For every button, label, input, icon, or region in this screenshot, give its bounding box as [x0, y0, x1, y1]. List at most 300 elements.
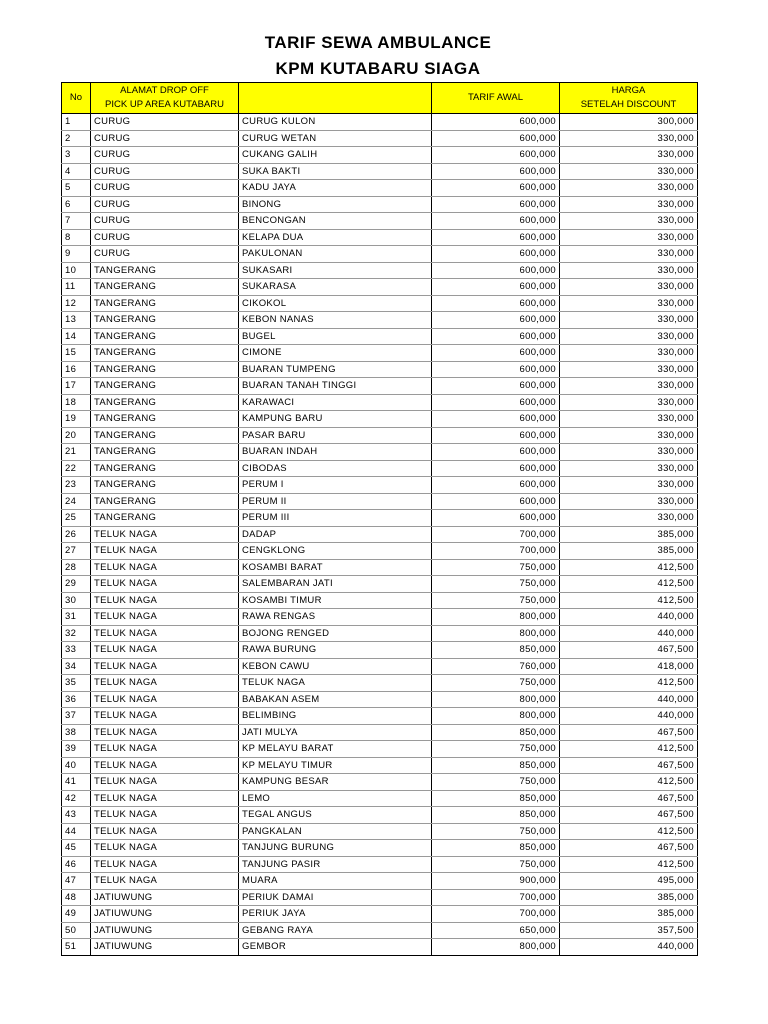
- row-kelurahan: RAWA RENGAS: [239, 609, 432, 626]
- row-harga-discount: 330,000: [560, 295, 698, 312]
- row-harga-discount: 440,000: [560, 609, 698, 626]
- table-row: [62, 823, 698, 840]
- row-no: 3: [62, 147, 91, 164]
- row-kelurahan: CIBODAS: [239, 460, 432, 477]
- row-tarif-awal: 600,000: [432, 361, 560, 378]
- table-row: [62, 328, 698, 345]
- row-area: TELUK NAGA: [91, 774, 239, 791]
- table-row: [62, 130, 698, 147]
- row-harga-discount: 300,000: [560, 114, 698, 131]
- row-area: TELUK NAGA: [91, 543, 239, 560]
- row-kelurahan: KARAWACI: [239, 394, 432, 411]
- row-tarif-awal: 700,000: [432, 906, 560, 923]
- row-area: TELUK NAGA: [91, 609, 239, 626]
- row-harga-discount: 495,000: [560, 873, 698, 890]
- row-kelurahan: PERUM II: [239, 493, 432, 510]
- row-no: 33: [62, 642, 91, 659]
- row-tarif-awal: 800,000: [432, 939, 560, 956]
- row-no: 17: [62, 378, 91, 395]
- table-row: [62, 609, 698, 626]
- row-harga-discount: 467,500: [560, 790, 698, 807]
- row-kelurahan: BUARAN TUMPENG: [239, 361, 432, 378]
- row-kelurahan: LEMO: [239, 790, 432, 807]
- row-harga-discount: 385,000: [560, 543, 698, 560]
- row-no: 29: [62, 576, 91, 593]
- row-tarif-awal: 600,000: [432, 147, 560, 164]
- row-area: TANGERANG: [91, 345, 239, 362]
- table-row: [62, 147, 698, 164]
- row-no: 1: [62, 114, 91, 131]
- row-harga-discount: 330,000: [560, 378, 698, 395]
- row-no: 28: [62, 559, 91, 576]
- table-row: [62, 411, 698, 428]
- row-kelurahan: TANJUNG PASIR: [239, 856, 432, 873]
- row-no: 43: [62, 807, 91, 824]
- row-kelurahan: CENGKLONG: [239, 543, 432, 560]
- row-harga-discount: 330,000: [560, 213, 698, 230]
- row-area: TELUK NAGA: [91, 675, 239, 692]
- table-row: [62, 444, 698, 461]
- table-row: [62, 658, 698, 675]
- row-no: 15: [62, 345, 91, 362]
- row-kelurahan: PERUM I: [239, 477, 432, 494]
- table-row: [62, 427, 698, 444]
- table-row: [62, 312, 698, 329]
- row-kelurahan: KP MELAYU TIMUR: [239, 757, 432, 774]
- row-area: TELUK NAGA: [91, 741, 239, 758]
- row-no: 40: [62, 757, 91, 774]
- row-area: CURUG: [91, 229, 239, 246]
- row-area: CURUG: [91, 213, 239, 230]
- row-kelurahan: MUARA: [239, 873, 432, 890]
- row-kelurahan: BELIMBING: [239, 708, 432, 725]
- row-kelurahan: KEBON CAWU: [239, 658, 432, 675]
- row-harga-discount: 418,000: [560, 658, 698, 675]
- row-no: 32: [62, 625, 91, 642]
- row-tarif-awal: 750,000: [432, 823, 560, 840]
- row-no: 47: [62, 873, 91, 890]
- row-harga-discount: 330,000: [560, 394, 698, 411]
- header-harga-line-2: SETELAH DISCOUNT: [580, 99, 677, 110]
- row-area: JATIUWUNG: [91, 889, 239, 906]
- row-tarif-awal: 600,000: [432, 427, 560, 444]
- row-harga-discount: 330,000: [560, 246, 698, 263]
- row-kelurahan: CIKOKOL: [239, 295, 432, 312]
- row-tarif-awal: 800,000: [432, 609, 560, 626]
- table-row: [62, 675, 698, 692]
- row-kelurahan: KEBON NANAS: [239, 312, 432, 329]
- table-row: [62, 757, 698, 774]
- row-kelurahan: TANJUNG BURUNG: [239, 840, 432, 857]
- row-kelurahan: SALEMBARAN JATI: [239, 576, 432, 593]
- row-area: TELUK NAGA: [91, 526, 239, 543]
- row-kelurahan: CURUG WETAN: [239, 130, 432, 147]
- row-no: 30: [62, 592, 91, 609]
- row-tarif-awal: 600,000: [432, 312, 560, 329]
- row-tarif-awal: 900,000: [432, 873, 560, 890]
- row-harga-discount: 412,500: [560, 774, 698, 791]
- header-harga-line-1: HARGA: [611, 85, 646, 96]
- row-tarif-awal: 600,000: [432, 378, 560, 395]
- header-harga-discount: [560, 83, 698, 114]
- row-tarif-awal: 600,000: [432, 262, 560, 279]
- table-row: [62, 708, 698, 725]
- row-area: TELUK NAGA: [91, 856, 239, 873]
- row-harga-discount: 467,500: [560, 642, 698, 659]
- row-no: 23: [62, 477, 91, 494]
- row-harga-discount: 440,000: [560, 691, 698, 708]
- row-no: 24: [62, 493, 91, 510]
- row-area: TELUK NAGA: [91, 724, 239, 741]
- table-row: [62, 856, 698, 873]
- table-row: [62, 642, 698, 659]
- row-kelurahan: DADAP: [239, 526, 432, 543]
- row-area: CURUG: [91, 147, 239, 164]
- row-harga-discount: 385,000: [560, 889, 698, 906]
- row-area: TANGERANG: [91, 427, 239, 444]
- row-no: 37: [62, 708, 91, 725]
- table-row: [62, 741, 698, 758]
- row-harga-discount: 330,000: [560, 180, 698, 197]
- row-tarif-awal: 750,000: [432, 559, 560, 576]
- row-kelurahan: KAMPUNG BARU: [239, 411, 432, 428]
- row-tarif-awal: 600,000: [432, 246, 560, 263]
- row-tarif-awal: 600,000: [432, 213, 560, 230]
- row-harga-discount: 330,000: [560, 361, 698, 378]
- table-row: [62, 543, 698, 560]
- row-area: TANGERANG: [91, 394, 239, 411]
- row-tarif-awal: 700,000: [432, 543, 560, 560]
- table-row: [62, 394, 698, 411]
- row-harga-discount: 467,500: [560, 840, 698, 857]
- row-no: 11: [62, 279, 91, 296]
- row-harga-discount: 412,500: [560, 856, 698, 873]
- table-row: [62, 790, 698, 807]
- row-area: TANGERANG: [91, 510, 239, 527]
- row-tarif-awal: 600,000: [432, 328, 560, 345]
- row-area: TANGERANG: [91, 477, 239, 494]
- row-no: 50: [62, 922, 91, 939]
- row-area: TANGERANG: [91, 411, 239, 428]
- row-tarif-awal: 600,000: [432, 394, 560, 411]
- row-kelurahan: PERIUK JAYA: [239, 906, 432, 923]
- table-row: [62, 939, 698, 956]
- row-area: TELUK NAGA: [91, 592, 239, 609]
- row-no: 16: [62, 361, 91, 378]
- table-row: [62, 906, 698, 923]
- row-no: 49: [62, 906, 91, 923]
- row-kelurahan: CIMONE: [239, 345, 432, 362]
- row-no: 22: [62, 460, 91, 477]
- row-no: 25: [62, 510, 91, 527]
- row-no: 12: [62, 295, 91, 312]
- table-row: [62, 625, 698, 642]
- row-no: 21: [62, 444, 91, 461]
- row-kelurahan: PERUM III: [239, 510, 432, 527]
- row-no: 5: [62, 180, 91, 197]
- row-no: 6: [62, 196, 91, 213]
- row-area: TANGERANG: [91, 444, 239, 461]
- table-row: [62, 576, 698, 593]
- row-tarif-awal: 600,000: [432, 130, 560, 147]
- row-harga-discount: 412,500: [560, 592, 698, 609]
- row-tarif-awal: 800,000: [432, 625, 560, 642]
- table-row: [62, 114, 698, 131]
- row-no: 44: [62, 823, 91, 840]
- row-no: 36: [62, 691, 91, 708]
- row-no: 4: [62, 163, 91, 180]
- table-row: [62, 510, 698, 527]
- header-area-line-1: ALAMAT DROP OFF: [120, 85, 209, 96]
- row-harga-discount: 412,500: [560, 823, 698, 840]
- row-kelurahan: JATI MULYA: [239, 724, 432, 741]
- row-tarif-awal: 600,000: [432, 345, 560, 362]
- row-kelurahan: BINONG: [239, 196, 432, 213]
- table-row: [62, 361, 698, 378]
- row-no: 13: [62, 312, 91, 329]
- row-tarif-awal: 600,000: [432, 411, 560, 428]
- row-tarif-awal: 750,000: [432, 741, 560, 758]
- table-row: [62, 246, 698, 263]
- row-area: TELUK NAGA: [91, 625, 239, 642]
- row-harga-discount: 330,000: [560, 130, 698, 147]
- row-kelurahan: PERIUK DAMAI: [239, 889, 432, 906]
- row-no: 45: [62, 840, 91, 857]
- row-harga-discount: 357,500: [560, 922, 698, 939]
- row-area: JATIUWUNG: [91, 922, 239, 939]
- row-harga-discount: 467,500: [560, 724, 698, 741]
- row-tarif-awal: 700,000: [432, 889, 560, 906]
- row-tarif-awal: 600,000: [432, 460, 560, 477]
- row-harga-discount: 330,000: [560, 279, 698, 296]
- row-area: TANGERANG: [91, 361, 239, 378]
- row-tarif-awal: 750,000: [432, 675, 560, 692]
- row-harga-discount: 330,000: [560, 163, 698, 180]
- row-kelurahan: TELUK NAGA: [239, 675, 432, 692]
- row-area: TELUK NAGA: [91, 873, 239, 890]
- table-row: [62, 691, 698, 708]
- table-row: [62, 840, 698, 857]
- table-header-row: [62, 83, 698, 114]
- row-area: JATIUWUNG: [91, 939, 239, 956]
- row-tarif-awal: 750,000: [432, 576, 560, 593]
- table-row: [62, 163, 698, 180]
- table-row: [62, 460, 698, 477]
- row-tarif-awal: 800,000: [432, 708, 560, 725]
- row-area: CURUG: [91, 130, 239, 147]
- table-row: [62, 922, 698, 939]
- row-tarif-awal: 600,000: [432, 196, 560, 213]
- table-row: [62, 559, 698, 576]
- row-kelurahan: SUKASARI: [239, 262, 432, 279]
- table-row: [62, 213, 698, 230]
- row-kelurahan: SUKARASA: [239, 279, 432, 296]
- row-no: 26: [62, 526, 91, 543]
- row-harga-discount: 385,000: [560, 906, 698, 923]
- row-no: 10: [62, 262, 91, 279]
- table-row: [62, 295, 698, 312]
- row-tarif-awal: 850,000: [432, 840, 560, 857]
- row-no: 35: [62, 675, 91, 692]
- row-tarif-awal: 650,000: [432, 922, 560, 939]
- row-tarif-awal: 600,000: [432, 114, 560, 131]
- row-kelurahan: KADU JAYA: [239, 180, 432, 197]
- row-tarif-awal: 600,000: [432, 180, 560, 197]
- row-no: 51: [62, 939, 91, 956]
- table-body: [62, 114, 698, 956]
- row-area: TANGERANG: [91, 328, 239, 345]
- row-no: 42: [62, 790, 91, 807]
- row-tarif-awal: 600,000: [432, 477, 560, 494]
- table-row: [62, 724, 698, 741]
- row-tarif-awal: 850,000: [432, 807, 560, 824]
- row-harga-discount: 440,000: [560, 939, 698, 956]
- row-area: TANGERANG: [91, 262, 239, 279]
- table-row: [62, 592, 698, 609]
- row-tarif-awal: 850,000: [432, 642, 560, 659]
- table-row: [62, 774, 698, 791]
- row-tarif-awal: 800,000: [432, 691, 560, 708]
- table-row: [62, 229, 698, 246]
- row-area: TELUK NAGA: [91, 559, 239, 576]
- row-tarif-awal: 600,000: [432, 163, 560, 180]
- row-tarif-awal: 600,000: [432, 295, 560, 312]
- row-harga-discount: 330,000: [560, 147, 698, 164]
- row-kelurahan: SUKA BAKTI: [239, 163, 432, 180]
- row-harga-discount: 412,500: [560, 559, 698, 576]
- row-harga-discount: 330,000: [560, 477, 698, 494]
- row-area: TELUK NAGA: [91, 790, 239, 807]
- row-tarif-awal: 600,000: [432, 444, 560, 461]
- row-harga-discount: 330,000: [560, 460, 698, 477]
- row-kelurahan: BUARAN TANAH TINGGI: [239, 378, 432, 395]
- header-kelurahan: [239, 83, 432, 114]
- row-harga-discount: 330,000: [560, 411, 698, 428]
- row-area: TELUK NAGA: [91, 576, 239, 593]
- row-area: TELUK NAGA: [91, 807, 239, 824]
- row-tarif-awal: 600,000: [432, 279, 560, 296]
- row-kelurahan: RAWA BURUNG: [239, 642, 432, 659]
- header-no: No: [62, 83, 91, 114]
- row-area: CURUG: [91, 246, 239, 263]
- row-kelurahan: BABAKAN ASEM: [239, 691, 432, 708]
- row-kelurahan: KAMPUNG BESAR: [239, 774, 432, 791]
- row-harga-discount: 330,000: [560, 312, 698, 329]
- row-harga-discount: 330,000: [560, 328, 698, 345]
- row-no: 34: [62, 658, 91, 675]
- row-area: TANGERANG: [91, 460, 239, 477]
- row-harga-discount: 467,500: [560, 807, 698, 824]
- table-row: [62, 807, 698, 824]
- row-area: TANGERANG: [91, 378, 239, 395]
- table-row: [62, 477, 698, 494]
- row-no: 27: [62, 543, 91, 560]
- row-kelurahan: KELAPA DUA: [239, 229, 432, 246]
- header-area: [91, 83, 239, 114]
- row-harga-discount: 412,500: [560, 675, 698, 692]
- row-kelurahan: BUGEL: [239, 328, 432, 345]
- row-tarif-awal: 760,000: [432, 658, 560, 675]
- row-harga-discount: 330,000: [560, 262, 698, 279]
- row-kelurahan: BENCONGAN: [239, 213, 432, 230]
- row-area: TANGERANG: [91, 493, 239, 510]
- document-title: TARIF SEWA AMBULANCE: [264, 33, 492, 52]
- table-row: [62, 196, 698, 213]
- header-tarif-awal: TARIF AWAL: [432, 83, 560, 114]
- table-row: [62, 873, 698, 890]
- header-area-line-2: PICK UP AREA KUTABARU: [105, 99, 224, 110]
- row-area: TELUK NAGA: [91, 708, 239, 725]
- row-harga-discount: 330,000: [560, 444, 698, 461]
- row-kelurahan: PAKULONAN: [239, 246, 432, 263]
- table-row: [62, 378, 698, 395]
- row-harga-discount: 440,000: [560, 708, 698, 725]
- row-area: TELUK NAGA: [91, 658, 239, 675]
- row-kelurahan: PASAR BARU: [239, 427, 432, 444]
- row-tarif-awal: 850,000: [432, 790, 560, 807]
- table-row: [62, 526, 698, 543]
- row-no: 20: [62, 427, 91, 444]
- row-harga-discount: 467,500: [560, 757, 698, 774]
- row-area: TELUK NAGA: [91, 840, 239, 857]
- row-no: 2: [62, 130, 91, 147]
- row-area: TELUK NAGA: [91, 691, 239, 708]
- row-area: CURUG: [91, 196, 239, 213]
- row-no: 31: [62, 609, 91, 626]
- row-harga-discount: 330,000: [560, 510, 698, 527]
- row-harga-discount: 440,000: [560, 625, 698, 642]
- table-row: [62, 279, 698, 296]
- row-harga-discount: 330,000: [560, 196, 698, 213]
- row-tarif-awal: 850,000: [432, 724, 560, 741]
- row-harga-discount: 330,000: [560, 427, 698, 444]
- row-harga-discount: 330,000: [560, 345, 698, 362]
- row-area: CURUG: [91, 180, 239, 197]
- row-tarif-awal: 600,000: [432, 229, 560, 246]
- row-harga-discount: 330,000: [560, 493, 698, 510]
- row-tarif-awal: 750,000: [432, 856, 560, 873]
- row-harga-discount: 412,500: [560, 741, 698, 758]
- row-no: 48: [62, 889, 91, 906]
- row-no: 19: [62, 411, 91, 428]
- row-no: 7: [62, 213, 91, 230]
- row-area: TELUK NAGA: [91, 757, 239, 774]
- row-area: JATIUWUNG: [91, 906, 239, 923]
- row-harga-discount: 412,500: [560, 576, 698, 593]
- table-row: [62, 889, 698, 906]
- table-row: [62, 493, 698, 510]
- row-kelurahan: KP MELAYU BARAT: [239, 741, 432, 758]
- row-no: 46: [62, 856, 91, 873]
- row-tarif-awal: 850,000: [432, 757, 560, 774]
- table-row: [62, 262, 698, 279]
- row-no: 38: [62, 724, 91, 741]
- row-harga-discount: 385,000: [560, 526, 698, 543]
- row-kelurahan: CURUG KULON: [239, 114, 432, 131]
- row-no: 9: [62, 246, 91, 263]
- row-kelurahan: BOJONG RENGED: [239, 625, 432, 642]
- row-area: TANGERANG: [91, 295, 239, 312]
- row-kelurahan: KOSAMBI TIMUR: [239, 592, 432, 609]
- row-area: TELUK NAGA: [91, 642, 239, 659]
- row-kelurahan: CUKANG GALIH: [239, 147, 432, 164]
- row-tarif-awal: 600,000: [432, 493, 560, 510]
- row-no: 8: [62, 229, 91, 246]
- table-row: [62, 180, 698, 197]
- row-kelurahan: PANGKALAN: [239, 823, 432, 840]
- row-kelurahan: GEBANG RAYA: [239, 922, 432, 939]
- row-kelurahan: GEMBOR: [239, 939, 432, 956]
